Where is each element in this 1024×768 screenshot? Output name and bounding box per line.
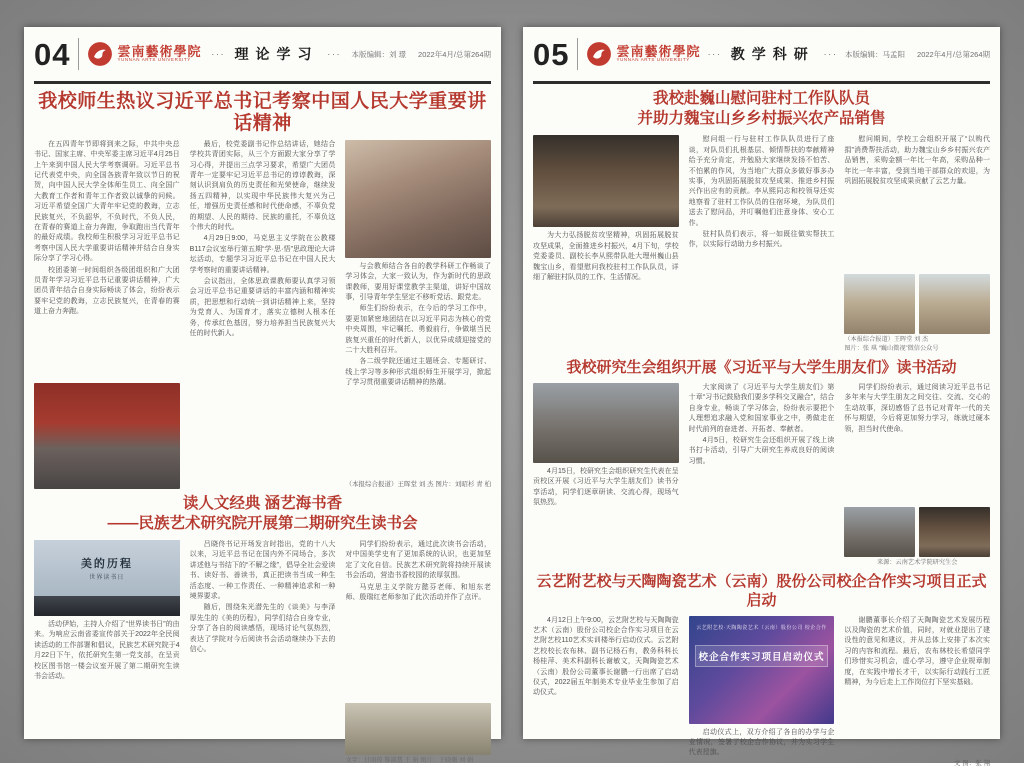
- body-paragraph: 在五四青年节即将到来之际，中共中央总书记、国家主席、中央军委主席习近平4月25日上午来到中国人民大学考察调研。习近平总书记代表党中央，向全国各族青年致以节日的祝贺，向中国人民大学全体师生员工、向全国广大教育工作者和青年工作者致以诚挚的问候。习近平希望全国广大青年牢记党的教诲，立志民族复兴，不负韶华，不负时代，不负人民，在青春的赛道上奋力奔跑，争取跑出当代青年的最好成绩。我校师生积极学习习近平总书记考察中国人民大学重要讲话精神并结合自身实际分享了学习心得。: [34, 140, 180, 263]
- slide-subtitle: 世界读书日: [89, 575, 125, 582]
- column-3: [345, 540, 491, 766]
- slide-title: 美的历程: [80, 558, 133, 571]
- photo-produce-boxes-2: [919, 274, 990, 334]
- article-text-column: [844, 135, 990, 271]
- ceremony-banner-small-text: 云艺附艺校·天陶陶瓷艺术（云南）股份公司 校企合作: [696, 624, 827, 631]
- body-paragraph: 各二级学院还通过主题班会、专题研讨、线上学习等多种形式组织师生开展学习，掀起了学习贯彻重要讲话精神的热潮。: [345, 358, 492, 387]
- article-headline-line1: 读人文经典 涵艺海书香: [182, 494, 343, 512]
- article-headline-line2: ——民族艺术研究院开展第二期研究生读书会: [107, 514, 418, 532]
- dots-left-icon: ···: [707, 49, 722, 59]
- body-paragraph: 马克思主义学院方懿芬老师、和旭东老师、殷瑞红老师参加了此次活动并作了点评。: [345, 583, 492, 601]
- page-04: [24, 27, 501, 765]
- body-paragraph: 大家阅读了《习近平与大学生朋友们》第十章“习书记鼓励我们要多学科交叉融合”，结合自身专业，畅谈了学习体会，纷纷表示要把个人理想追求融入党和国家事业之中，勇做走在时代前列的奋进者、开拓者、奉献者。: [688, 384, 835, 433]
- dots-left-icon: ···: [211, 49, 226, 59]
- column-2: [190, 140, 336, 489]
- caption-line2: 图片：张 琪 “巍山微视”微信公众号: [844, 344, 939, 352]
- column-2: [689, 383, 835, 567]
- page-05: [523, 27, 1000, 767]
- article-headline-line1: 我校赴巍山慰问驻村工作队队员: [652, 90, 870, 107]
- photo-produce-boxes-1: [844, 274, 915, 334]
- section-title-block: [701, 44, 846, 64]
- photo-village-meeting: [533, 135, 679, 227]
- article-text-column: [345, 540, 491, 701]
- article-text-column: [34, 620, 180, 766]
- caption-line1: （本报综合报道）王晖堂 刘 杰: [844, 336, 929, 344]
- article-weishan-visit: [533, 89, 990, 353]
- body-paragraph: 4月15日，校研究生会组织研究生代表在呈贡校区开展《习近平与大学生朋友们》读书分享活动，同学们逐章研读、交流心得，现场气氛热烈。: [533, 468, 679, 507]
- body-paragraph: 4月5日，校研究生会还组织开展了线上读书打卡活动，引导广大研究生养成良好的阅读习惯。: [688, 437, 835, 465]
- body-paragraph: 为大力弘扬脱贫攻坚精神，巩固拓展脱贫攻坚成果，全面推进乡村振兴，4月下旬，学校党委委员、副校长李从熙带队赴大理州巍山县魏宝山乡，看望慰问我校驻村工作队队员，详细了解驻村队员的工作、生活情况。: [533, 232, 679, 281]
- photo-group-outdoor: [345, 703, 491, 755]
- page-number: 04: [34, 36, 71, 72]
- photo-caption: [844, 334, 990, 353]
- article-text-column: [190, 540, 336, 766]
- article-text-column: [190, 140, 336, 489]
- logo-english-name: YUNNAN ARTS UNIVERSITY: [616, 57, 690, 63]
- slide-audience: [34, 596, 180, 616]
- body-paragraph: 驻村队员们表示，将一如既往做实帮扶工作，以实际行动助力乡村振兴。: [688, 230, 835, 249]
- column-2: [689, 135, 835, 353]
- body-paragraph: 师生们纷纷表示，在今后的学习工作中，要更加紧密地团结在以习近平同志为核心的党中央周围，牢记嘱托、勇毅前行，争做堪当民族复兴重任的时代新人，以优异成绩迎接党的二十大胜利召开。: [345, 305, 492, 354]
- photo-reading-day-slide: [34, 540, 180, 616]
- university-seal-icon: [87, 41, 113, 67]
- body-paragraph: 慰问组一行与驻村工作队队员进行了座谈，对队员们扎根基层、倾情帮扶的奉献精神给予充分肯定，并勉励大家继续发扬不怕苦、不怕累的作风，为当地广大群众多做好事多办实事，为巩固拓展脱贫攻坚成果、推进乡村振兴作出应有的贡献。李从熙同志和校领导还实地察看了驻村工作队员的住宿环境，为队员们送去了慰问品，并叮嘱他们注意身体、安心工作。: [688, 136, 835, 227]
- article-text-column: [533, 467, 679, 567]
- body-paragraph: 最后，校党委副书记作总结讲话，她结合学校共青团实际，从三个方面跟大家分享了学习心得，并提出三点学习要求，希望广大团员青年一定要牢记习近平总书记的谆谆教诲，深刻认识到肩负的历史责任和光荣使命，继续发扬五四精神，以实现中华民族伟大复兴为己任，增强历史责任感和时代使命感，不辜负党的期望、人民的期待、民族的重托，不辜负这个伟大的时代。: [189, 140, 336, 231]
- page-number: 05: [533, 36, 570, 72]
- dots-right-icon: ···: [327, 49, 342, 59]
- page-05-header: [533, 27, 990, 84]
- university-logo: [87, 41, 201, 67]
- header-divider: [78, 38, 79, 70]
- photo-pair-seminar: [844, 507, 990, 557]
- logo-chinese-name: 雲南藝術學院: [616, 43, 701, 59]
- body-paragraph: 谢鹏董事长介绍了天陶陶瓷艺术发展历程以及陶瓷的艺术价值，同时，对就业提出了建设性的意见和建议，并从总体上安排了本次实习的内容和流程。最后，农布林校长希望同学们珍惜实习机会，虚心学习，遵守企业规章制度，在实践中增长才干，以实际行动践行工匠精神，为今后走上工作岗位打下坚实基础。: [844, 616, 991, 686]
- body-paragraph: 启动仪式上，双方介绍了各自的办学与企业情况，签署了校企合作协议，并为实习学生代表授旗。: [688, 728, 835, 757]
- article-text-column: [689, 383, 835, 567]
- photo-launch-ceremony: [689, 616, 835, 724]
- column-3: [844, 135, 990, 353]
- issue-label: 2022年4月/总第264期: [917, 49, 990, 59]
- column-1: [533, 135, 679, 353]
- article-text-column: [533, 231, 679, 353]
- article-text-column: [34, 140, 180, 380]
- issue-label: 2022年4月/总第264期: [418, 49, 491, 59]
- photo-seminar-2: [919, 507, 990, 557]
- body-paragraph: 与会教师结合各自的教学科研工作畅谈了学习体会，大家一致认为，作为新时代的思政课教师，要用好课堂教学主渠道，讲好中国故事，引导青年学生坚定不移听党话、跟党走。: [345, 262, 492, 301]
- article-text-column: [689, 728, 835, 768]
- column-1: [533, 383, 679, 567]
- logo-english-name: YUNNAN ARTS UNIVERSITY: [117, 57, 191, 63]
- dots-right-icon: ···: [823, 49, 838, 59]
- article-columns: [533, 383, 990, 567]
- editor-label: 本版编辑：马孟阳: [845, 49, 906, 59]
- edition-info: [351, 49, 491, 60]
- editor-label: 本版编辑：刘 璟: [351, 49, 407, 59]
- column-1: [533, 616, 679, 768]
- article-reading-club: [34, 494, 491, 766]
- article-headline-line2: 并助力魏宝山乡乡村振兴农产品销售: [637, 110, 886, 128]
- article-columns: [34, 540, 491, 766]
- article-xi-speech: [34, 91, 491, 489]
- article-internship-launch: [533, 573, 990, 768]
- ceremony-banner-text: 校企合作实习项目启动仪式: [695, 645, 829, 667]
- body-paragraph: 随后，围绕朱光潜先生的《谈美》与李泽厚先生的《美的历程》，同学们结合自身专业，分享了各自的阅读感悟，现场讨论气氛热烈，表达了学院对今后阅读书会活动继续办下去的信心。: [189, 604, 336, 654]
- body-paragraph: 4月12日上午9:00，云艺附艺校与天陶陶瓷艺术（云南）股份公司校企合作实习项目在云艺附艺校110艺术实训楼举行启动仪式。云艺附艺校校长农布林、副书记杨石有，教务科科长杨桂萍、美术科副科长谢敏文，天陶陶瓷艺术（云南）股份公司董事长谢鹏一行出席了启动仪式，2022届五年制美术专业毕业生参加了启动仪式。: [533, 616, 679, 697]
- photo-reading-meeting: [533, 383, 679, 463]
- photo-caption: 来源：云南艺术学院研究生会: [876, 558, 958, 566]
- body-paragraph: 会议指出，全体思政课教师要认真学习领会习近平总书记重要讲话的丰富内涵和精神实质，把思想和行动统一到讲话精神上来，坚持为党育人、为国育才，落实立德树人根本任务，传承红色基因，努力培养担当民族复兴大任的时代新人。: [189, 277, 336, 337]
- article-headline-block: [533, 89, 990, 129]
- edition-info: [845, 49, 990, 60]
- university-seal-icon: [586, 41, 612, 67]
- photo-study-session: [345, 140, 491, 258]
- article-columns: [533, 135, 990, 353]
- slide-screen: [34, 540, 180, 596]
- photo-group-red-backdrop: [34, 383, 180, 489]
- article-text-column: [844, 383, 990, 504]
- body-paragraph: 活动伊始，主持人介绍了“世界读书日”的由来。为响应云南省委宣传部关于2022年全民阅读活动的工作部署和倡议，民族艺术研究院于4月22日下午，依托研究生第一党支部，在呈贡校区图书馆一楼会议室开展了第二期研究生读书会活动。: [34, 620, 180, 680]
- article-grad-reading: [533, 359, 990, 567]
- article-columns: [34, 140, 491, 489]
- article-text-column: [533, 616, 679, 768]
- body-paragraph: 同学们纷纷表示，通过此次读书会活动，对中国美学史有了更加系统的认识，也更加坚定了文化自信。民族艺术研究院将持续开展读书会活动，营造书香校园的浓厚氛围。: [345, 540, 492, 580]
- section-title-text: 教学科研: [730, 46, 815, 62]
- university-logo: [586, 41, 700, 67]
- column-2: [689, 616, 835, 768]
- column-2: [190, 540, 336, 766]
- article-headline: 我校研究生会组织开展《习近平与大学生朋友们》读书活动: [566, 359, 957, 377]
- article-byline: 文 图：张 翔: [953, 759, 991, 767]
- section-title-block: [202, 44, 352, 64]
- logo-chinese-name: 雲南藝術學院: [117, 43, 202, 59]
- article-columns: [533, 616, 990, 768]
- column-3: [844, 616, 990, 768]
- article-byline: （本报综合报道）王晖堂 刘 杰 图片：刘昭杉 青 柏: [345, 480, 492, 488]
- body-paragraph: 同学们纷纷表示，通过阅读习近平总书记多年来与大学生朋友之间交往、交流、交心的生动故事，深切感悟了总书记对青年一代的关怀与期望，今后将更加努力学习，练就过硬本领，担当时代使命。: [844, 384, 991, 433]
- column-3: [844, 383, 990, 567]
- photo-pair-produce: [844, 274, 990, 334]
- column-1: [34, 140, 180, 489]
- article-headline-block: [34, 494, 491, 534]
- body-paragraph: 校团委第一时间组织各级团组织和广大团员青年学习习近平总书记重要讲话精神，广大团员青年结合自身实际畅谈了体会，纷纷表示要牢记党的教诲，立志民族复兴，在青春的赛道上奋力奔跑。: [34, 266, 180, 316]
- article-headline: 云艺附艺校与天陶陶瓷艺术（云南）股份公司校企合作实习项目正式启动: [536, 573, 987, 609]
- body-paragraph: 慰问期间，学校工会组织开展了“以购代捐”消费帮扶活动，助力魏宝山乡乡村振兴农产品销售，采购金额一年比一年高，采购品种一年比一年丰富，受到当地干部群众的欢迎，为巩固拓展脱贫攻坚成果贡献了云艺力量。: [844, 136, 991, 185]
- page-04-header: [34, 27, 491, 84]
- article-text-column: [345, 262, 491, 477]
- column-1: [34, 540, 180, 766]
- body-paragraph: 吕晓佟书记开场发言时指出，党的十八大以来，习近平总书记在国内外不同场合，多次讲述他与书结下的“不解之缘”，倡导全社会爱读书、读好书、善读书，真正把读书当成一种生活态度、一种工作责任、一种精神追求和一种境界要求。: [189, 540, 336, 600]
- photo-caption: 文字：甘雨琼 黎淑慧 王 娟 图片：于晓珊 刘 娟: [345, 757, 474, 765]
- article-headline: 我校师生热议习近平总书记考察中国人民大学重要讲话精神: [38, 91, 487, 134]
- header-divider: [577, 38, 578, 70]
- column-3: [345, 140, 491, 489]
- photo-seminar-1: [844, 507, 915, 557]
- body-paragraph: 4月29日9:00，马克思主义学院在公教楼B117会议室举行第五期“学·思·悟”思政理论大讲坛活动，专题学习习近平总书记在中国人民大学考察时的重要讲话精神。: [189, 235, 336, 274]
- article-text-column: [844, 616, 990, 756]
- article-text-column: [689, 135, 835, 353]
- section-title-text: 理论学习: [234, 46, 319, 62]
